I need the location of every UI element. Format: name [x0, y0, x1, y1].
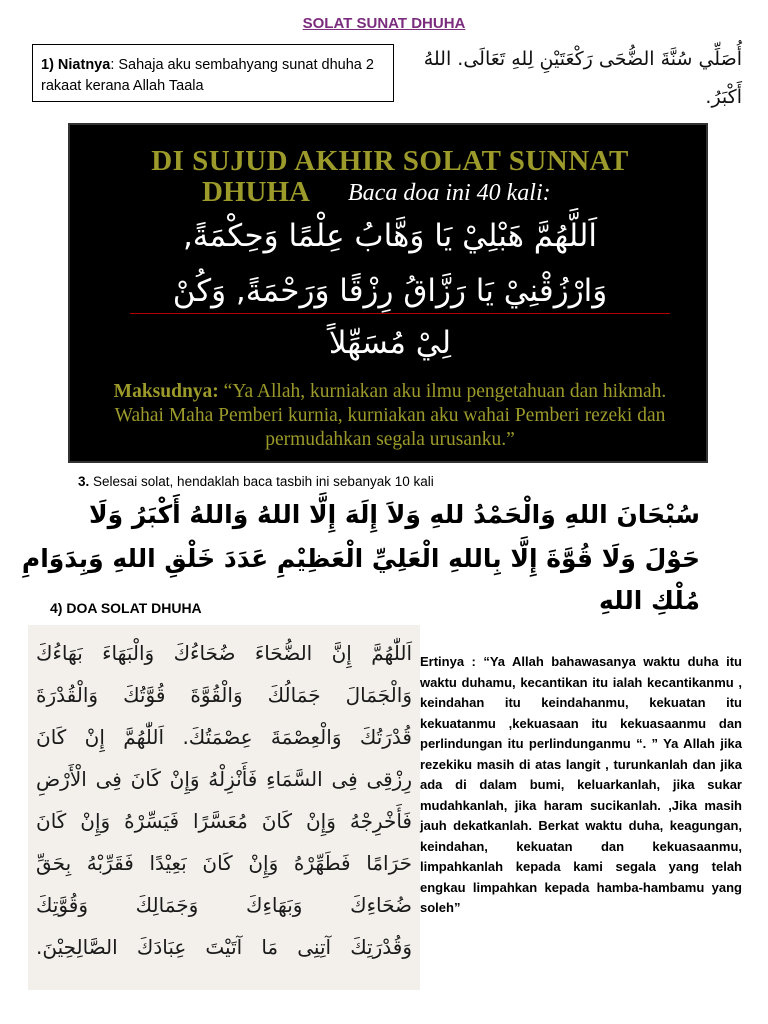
doa-line: وَقُدْرَتِكَ آتِنِى مَا آتَيْتَ عِبَادَكَ الصَّالِحِيْنَ. — [36, 935, 412, 959]
panel-arabic-line: لِيْ مُسَهِّلاً — [328, 325, 452, 361]
doa-line: رِزْقِى فِى السَّمَاءِ فَأَنْزِلْهُ وَإِنْ كَانَ فِى الْأَرْضِ — [36, 767, 412, 791]
niat-arabic-line: أُصَلِّي سُنَّةَ الضُّحَى رَكْعَتَيْنِ لِلهِ تَعَالَى. اللهُ — [423, 48, 742, 70]
tasbih-line: مُلْكِ اللهِ — [599, 586, 700, 615]
doa-line: اَللّٰهُمَّ إِنَّ الضُّحَاءَ ضُحَاءُكَ وَالْبَهَاءَ بَهَاءُكَ — [36, 641, 412, 665]
step-3-number: 3. — [78, 474, 90, 489]
red-underline — [130, 313, 670, 314]
section-heading-doa: 4) DOA SOLAT DHUHA — [50, 600, 202, 616]
niat-box — [32, 44, 394, 102]
doa-arabic-block — [28, 625, 420, 990]
niat-arabic-line: أَكْبَرُ. — [705, 86, 742, 108]
niat-text: : Sahaja aku sembahyang sunat dhuha 2 rakaat kerana Allah Taala — [41, 57, 374, 94]
niat-arabic — [402, 40, 742, 116]
tasbih-line: حَوْلَ وَلَا قُوَّةَ إِلَّا بِاللهِ الْعَلِيِّ الْعَظِيْمِ عَدَدَ خَلْقِ اللهِ وَبِدَوَامِ — [21, 544, 700, 573]
doa-line: وَالْجَمَالَ جَمَالُكَ وَالْقُوَّةَ قُوَّتُكَ وَالْقُدْرَةَ — [36, 683, 412, 707]
panel-heading-dhuha: DHUHA — [202, 176, 310, 208]
panel-meaning — [88, 380, 692, 452]
panel-heading-instruction: Baca doa ini 40 kali: — [348, 180, 551, 206]
meaning-label: Maksudnya: — [113, 381, 219, 402]
doa-line: فَأَخْرِجْهُ وَإِنْ كَانَ مُعَسَّرًا فَيَسِّرْهُ وَإِنْ كَانَ — [36, 809, 412, 833]
step-3-instruction — [78, 474, 434, 489]
panel-arabic-line: وَارْزُقْنِيْ يَا رَزَّاقُ رِزْقًا وَرَحْمَةً, وَكُنْ — [172, 273, 608, 309]
niat-label: 1) Niatnya — [41, 57, 111, 73]
panel-arabic-line: اَللَّهُمَّ هَبْلِيْ يَا وَهَّابُ عِلْمًا وَحِكْمَةً, — [182, 218, 598, 254]
doa-line: حَرَامًا فَطَهِّرْهُ وَإِنْ كَانَ بَعِيْدًا فَقَرِّبْهُ بِحَقِّ — [36, 851, 412, 875]
doa-line: قُدْرَتُكَ وَالْعِصْمَةَ عِصْمَتُكَ. اَللّٰهُمَّ إِنْ كَانَ — [36, 725, 412, 749]
doa-line: ضُحَاءِكَ وَبَهَاءِكَ وَجَمَالِكَ وَقُوَّتِكَ — [36, 893, 412, 917]
tasbih-line: سُبْحَانَ اللهِ وَالْحَمْدُ للهِ وَلاَ إِلَهَ إِلَّا اللهُ وَاللهُ أَكْبَرُ وَلَا — [88, 500, 700, 529]
meaning-text: “Ya Allah, kurniakan aku ilmu pengetahuan dan hikmah. Wahai Maha Pemberi kurnia, kurniakan aku wahai Pemberi rezeki dan permudahkan segala urusanku.” — [114, 381, 667, 450]
panel-heading: DI SUJUD AKHIR SOLAT SUNNAT — [151, 145, 629, 177]
step-3-text: Selesai solat, hendaklah baca tasbih ini sebanyak 10 kali — [89, 474, 434, 489]
doa-sujud-panel — [68, 123, 708, 463]
doa-meaning: Ertinya : “Ya Allah bahawasanya waktu duha itu waktu duhamu, kecantikan itu ialah kecantikanmu , keindahan itu keindahanmu, kekuatan itu kekuatanmu ,kekuasaan itu kekuasaanmu dan perlindungan itu perlindunganmu “. ” Ya Allah jika rezekiku masih di atas langit , turunkanlah dan jika ada di dalam bumi, keluarkanlah, jika sukar mudahkanlah, jika haram sucikanlah. ,Jika masih jauh dekatkanlah. Berkat waktu duha, keagungan, keindahan, kekuatan dan kekuasaanmu, limpahkanlah kepada kami segala yang telah engkau limpahkan kepada hamba-hambamu yang soleh” — [420, 654, 742, 915]
page-title: SOLAT SUNAT DHUHA — [302, 15, 466, 32]
